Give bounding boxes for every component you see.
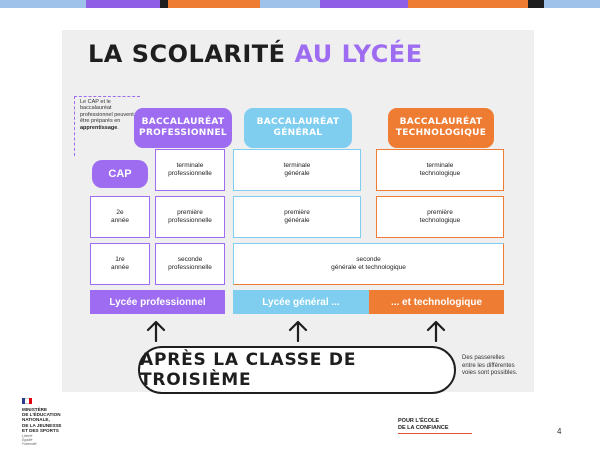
premiere-generale: première générale	[233, 196, 361, 238]
note-text: Le CAP et le baccalauréat professionnel peuvent être préparés en	[80, 99, 134, 125]
top-bar-orange-2	[408, 0, 528, 8]
header-bac-techno: BACCALAURÉAT TECHNOLOGIQUE	[388, 108, 494, 148]
cap-year-1: 1re année	[90, 243, 150, 285]
note-end: .	[117, 124, 119, 131]
page-number: 4	[557, 427, 562, 436]
top-bar-light-blue-1	[0, 0, 86, 8]
ministry-label: MINISTÈRE DE L'ÉDUCATION NATIONALE, DE LA JEUNESSE ET DES SPORTS	[22, 407, 62, 433]
up-arrow-icon	[146, 320, 166, 342]
top-bar-dark-2	[528, 0, 544, 8]
up-arrow-icon	[288, 320, 308, 342]
apprenticeship-note	[80, 99, 140, 131]
terminale-techno: terminale technologique	[376, 149, 504, 191]
title-part-2: AU LYCÉE	[294, 40, 423, 68]
passerelles-note: Des passerelles entre les différentes voies sont possibles.	[462, 355, 518, 376]
up-arrow-icon	[426, 320, 446, 342]
top-bar-light-blue-3	[544, 0, 600, 8]
after-troisieme-pill: APRÈS LA CLASSE DE TROISIÈME	[138, 346, 456, 394]
seconde-pro: seconde professionnelle	[155, 243, 225, 285]
top-bar-dark	[160, 0, 168, 8]
bar-lycee-general: Lycée général ...	[233, 290, 369, 314]
title-part-1: LA SCOLARITÉ	[88, 40, 286, 68]
bar-lycee-pro: Lycée professionnel	[90, 290, 225, 314]
top-bar-orange	[168, 0, 260, 8]
bar-lycee-techno: ... et technologique	[369, 290, 504, 314]
terminale-generale: terminale générale	[233, 149, 361, 191]
marianne-logo	[22, 398, 32, 404]
premiere-techno: première technologique	[376, 196, 504, 238]
cap-badge: CAP	[92, 160, 148, 188]
top-bar-purple	[86, 0, 160, 8]
cap-year-2: 2e année	[90, 196, 150, 238]
republic-motto: Liberté Égalité Fraternité	[22, 434, 37, 446]
top-bar-light-blue-2	[260, 0, 320, 8]
top-bar-purple-2	[320, 0, 408, 8]
page-title	[88, 40, 423, 68]
header-bac-general: BACCALAURÉAT GÉNÉRAL	[244, 108, 352, 148]
ecole-underline	[398, 433, 472, 434]
header-bac-pro: BACCALAURÉAT PROFESSIONNEL	[134, 108, 232, 148]
terminale-pro: terminale professionnelle	[155, 149, 225, 191]
note-bold: apprentissage	[80, 124, 118, 131]
seconde-generale-techno: seconde générale et technologique	[233, 243, 504, 285]
premiere-pro: première professionnelle	[155, 196, 225, 238]
ecole-confiance-label: POUR L'ÉCOLE DE LA CONFIANCE	[398, 418, 449, 431]
